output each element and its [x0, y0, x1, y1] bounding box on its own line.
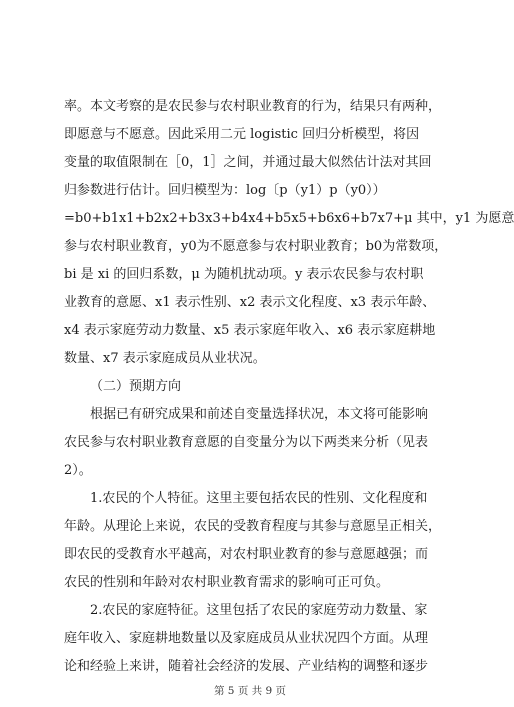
text-line: 农民的性别和年龄对农村职业教育需求的影响可正可负。	[64, 575, 390, 590]
text-line: 业教育的意愿、x1 表示性别、x2 表示文化程度、x3 表示年龄、	[64, 295, 436, 310]
text-line: 论和经验上来讲，随着社会经济的发展、产业结构的调整和逐步	[64, 659, 429, 674]
text-line: 2）。	[64, 463, 92, 478]
text-line: 归参数进行估计。回归模型为：log〔p（y1）p（y0））	[64, 183, 386, 198]
text-line: 庭年收入、家庭耕地数量以及家庭成员从业状况四个方面。从理	[64, 631, 429, 646]
page-footer: 第 5 页 共 9 页	[213, 685, 287, 697]
text-line: 即农民的受教育水平越高，对农村职业教育的参与意愿越强；而	[64, 547, 429, 562]
text-line: bi 是 xi 的回归系数，μ 为随机扰动项。y 表示农民参与农村职	[64, 267, 424, 282]
text-line: 变量的取值限制在［0，1］之间，并通过最大似然估计法对其回	[64, 155, 432, 170]
text-line: 年龄。从理论上来说，农民的受教育程度与其参与意愿呈正相关，	[64, 519, 442, 534]
text-line: 即愿意与不愿意。因此采用二元 logistic 回归分析模型，将因	[64, 127, 420, 142]
formula-line: =b0+b1x1+b2x2+b3x3+b4x4+b5x5+b6x6+b7x7+μ 其中，y1 为愿意	[64, 211, 514, 226]
paragraph-start: 2.农民的家庭特征。这里包括了农民的家庭劳动力数量、家	[90, 603, 428, 618]
text-line: x4 表示家庭劳动力数量、x5 表示家庭年收入、x6 表示家庭耕地	[64, 323, 436, 338]
paragraph-start: 根据已有研究成果和前述自变量选择状况，本文将可能影响	[90, 407, 429, 422]
section-heading: （二）预期方向	[90, 379, 182, 394]
text-line: 率。本文考察的是农民参与农村职业教育的行为，结果只有两种，	[64, 99, 442, 114]
text-line: 农民参与农村职业教育意愿的自变量分为以下两类来分析（见表	[64, 435, 429, 450]
body-text	[64, 93, 514, 681]
paragraph-start: 1.农民的个人特征。这里主要包括农民的性别、文化程度和	[90, 491, 428, 506]
text-line: 数量、x7 表示家庭成员从业状况。	[64, 351, 266, 366]
text-line: 参与农村职业教育，y0为不愿意参与农村职业教育；b0为常数项，	[64, 239, 448, 254]
